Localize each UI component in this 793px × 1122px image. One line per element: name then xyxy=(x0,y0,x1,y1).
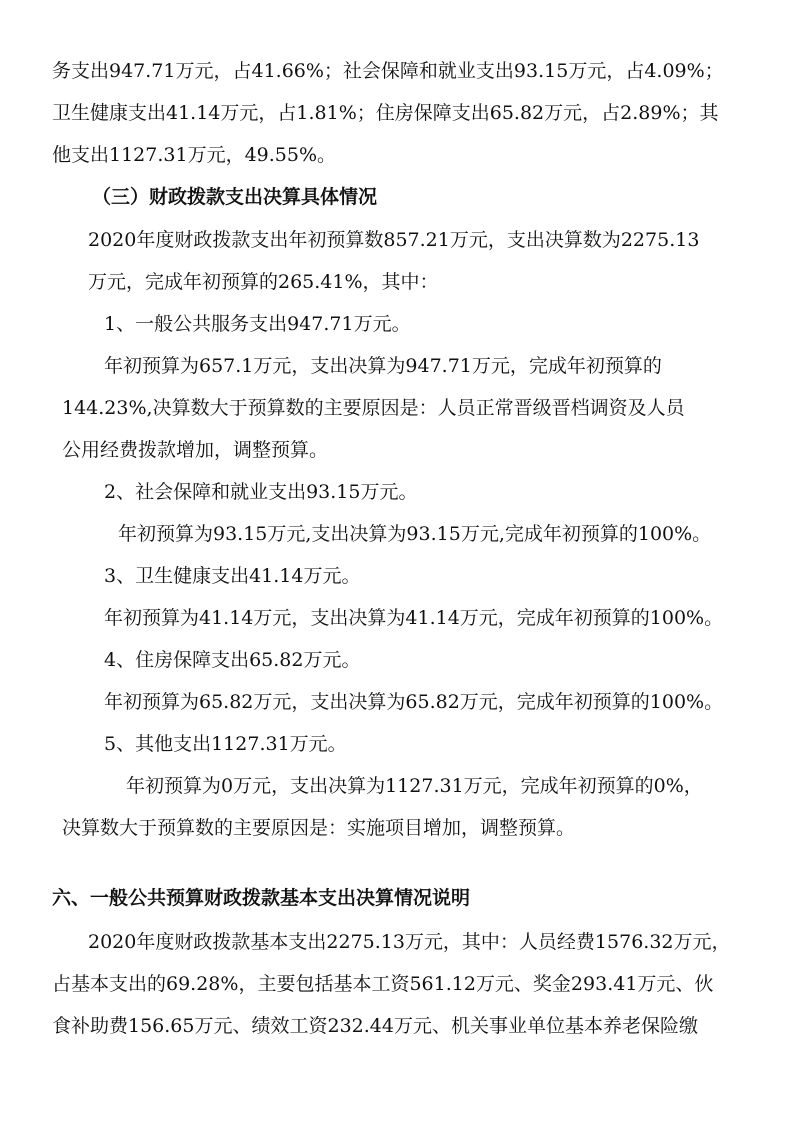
item-1-title: 1、一般公共服务支出947.71万元。 xyxy=(104,313,411,335)
para-line-21: 2020年度财政拨款基本支出2275.13万元，其中：人员经费1576.32万元， xyxy=(88,931,731,953)
para-line-2: 卫生健康支出41.14万元，占1.81%；住房保障支出65.82万元，占2.89%；其 xyxy=(52,102,719,124)
section-heading-6: 六、一般公共预算财政拨款基本支出决算情况说明 xyxy=(52,887,471,909)
item-2-line-1: 年初预算为93.15万元,支出决算为93.15万元,完成年初预算的100%。 xyxy=(118,523,712,545)
item-5-title: 5、其他支出1127.31万元。 xyxy=(104,733,347,755)
para-line-1: 务支出947.71万元，占41.66%；社会保障和就业支出93.15万元，占4.09%； xyxy=(52,60,724,82)
item-1-line-3: 公用经费拨款增加，调整预算。 xyxy=(62,439,329,461)
item-3-line-1: 年初预算为41.14万元，支出决算为41.14万元，完成年初预算的100%。 xyxy=(104,607,724,629)
item-3-title: 3、卫生健康支出41.14万元。 xyxy=(104,565,361,587)
para-line-3: 他支出1127.31万元，49.55%。 xyxy=(52,144,337,166)
section-heading-3: （三）财政拨款支出决算具体情况 xyxy=(92,186,378,208)
para-line-6: 万元，完成年初预算的265.41%，其中： xyxy=(88,271,439,293)
item-1-line-1: 年初预算为657.1万元，支出决算为947.71万元，完成年初预算的 xyxy=(104,355,662,377)
item-1-line-2: 144.23%,决算数大于预算数的主要原因是：人员正常晋级晋档调资及人员 xyxy=(62,397,685,419)
item-4-line-1: 年初预算为65.82万元，支出决算为65.82万元，完成年初预算的100%。 xyxy=(104,691,724,713)
para-line-22: 占基本支出的69.28%，主要包括基本工资561.12万元、奖金293.41万元、伙 xyxy=(52,973,714,995)
item-2-title: 2、社会保障和就业支出93.15万元。 xyxy=(104,481,418,503)
item-5-line-2: 决算数大于预算数的主要原因是：实施项目增加，调整预算。 xyxy=(62,817,576,839)
item-4-title: 4、住房保障支出65.82万元。 xyxy=(104,649,361,671)
para-line-23: 食补助费156.65万元、绩效工资232.44万元、机关事业单位基本养老保险缴 xyxy=(52,1015,698,1037)
para-line-5: 2020年度财政拨款支出年初预算数857.21万元，支出决算数为2275.13 xyxy=(88,229,700,251)
item-5-line-1: 年初预算为0万元，支出决算为1127.31万元，完成年初预算的0%， xyxy=(126,775,703,797)
